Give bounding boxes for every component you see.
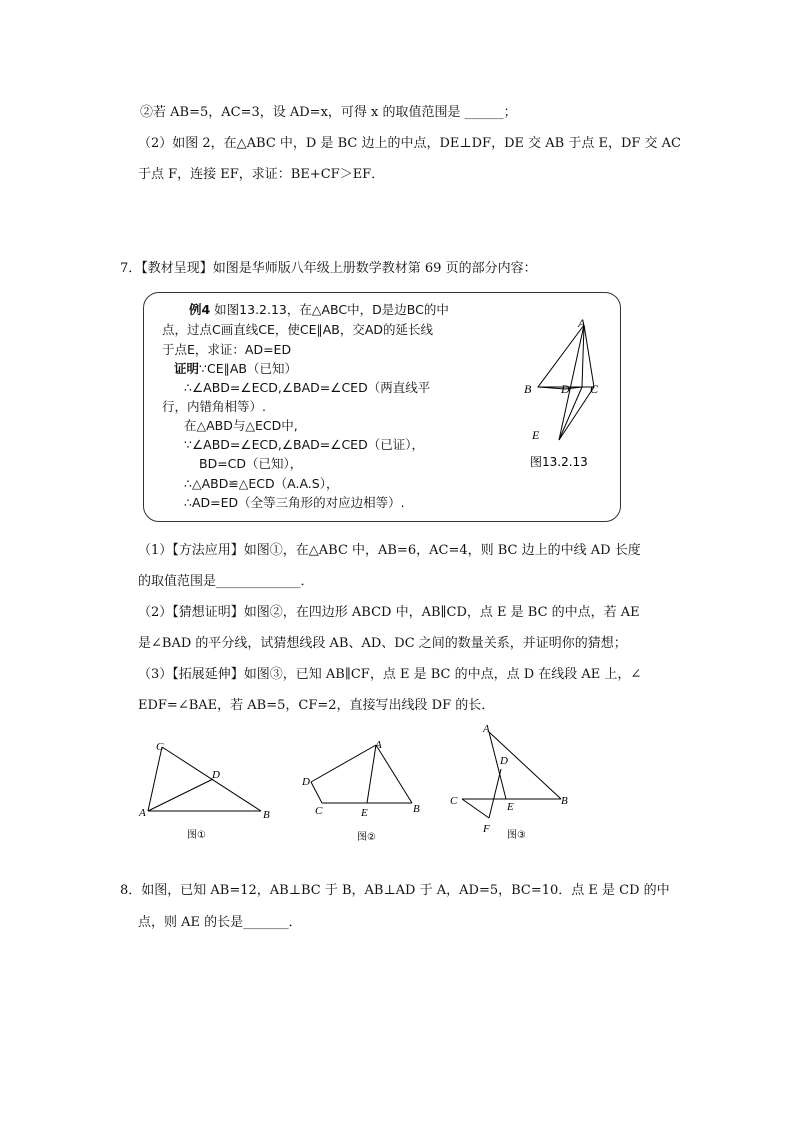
box-line-6: 行，内错角相等）. — [162, 399, 266, 414]
box-line-1 — [189, 301, 449, 318]
p7-q3-line-2: EDF=∠BAE，若 AB=5，CF=2，直接写出线段 DF 的长． — [138, 698, 495, 713]
box-line-3: 于点E，求证：AD=ED — [162, 342, 292, 357]
fig3-label-B: B — [561, 795, 568, 807]
box-line-2: 点，过点C画直线CE，使CE∥AB，交AD的延长线 — [162, 322, 434, 337]
box-line-8: ∵∠ABD=∠ECD,∠BAD=∠CED（已证）， — [184, 437, 424, 452]
box-line-4-text: ∵CE∥AB（已知） — [199, 361, 297, 376]
p7-q3-line-1: （3）【拓展延伸】如图③，已知 AB∥CF，点 E 是 BC 的中点，点 D 在线段 AE 上，∠ — [138, 667, 642, 682]
box-line-7: 在△ABD与△ECD中, — [184, 418, 298, 433]
example-label: 例4 — [189, 302, 211, 317]
fig-caption: 图13.2.13 — [530, 455, 588, 469]
box-line-1-text: 如图13.2.13，在△ABC中，D是边BC的中 — [210, 302, 449, 317]
p6-line-1: ②若 AB=5，AC=3，设 AD=x，可得 x 的取值范围是 ______； — [140, 105, 517, 120]
fig-label-C: C — [590, 382, 599, 396]
fig3-label-C: C — [450, 795, 458, 807]
fig3-label-E: E — [507, 801, 514, 813]
fig2-label-D: D — [302, 776, 310, 788]
fig-label-B: B — [524, 382, 532, 396]
figure-2 — [295, 730, 435, 850]
p7-intro: 7．【教材呈现】如图是华师版八年级上册数学教材第 69 页的部分内容： — [120, 261, 537, 276]
box-line-9: BD=CD（已知）， — [199, 456, 303, 471]
fig2-caption: 图② — [357, 832, 376, 843]
p7-q1-line-1: （1）【方法应用】如图①，在△ABC 中，AB=6，AC=4，则 BC 边上的中线 AD 长度 — [138, 543, 641, 558]
proof-label: 证明 — [174, 361, 200, 376]
p8-line-2: 点，则 AE 的长是_______． — [138, 915, 302, 930]
p6-line-3: 于点 F，连接 EF，求证：BE+CF＞EF． — [138, 167, 385, 182]
box-line-10: ∴△ABD≌△ECD（A.A.S）， — [184, 476, 339, 491]
p7-q1-line-2: 的取值范围是_____________． — [138, 574, 314, 589]
box-line-4 — [174, 360, 297, 377]
fig-label-A: A — [578, 316, 586, 330]
fig1-caption: 图① — [187, 830, 206, 841]
fig2-label-A: A — [375, 739, 382, 751]
box-line-5: ∴∠ABD=∠ECD,∠BAD=∠CED（两直线平 — [184, 380, 431, 395]
figure-13-2-13 — [514, 313, 614, 503]
fig3-label-D: D — [500, 755, 508, 767]
fig3-label-A: A — [483, 723, 490, 735]
p8-line-1: 8．如图，已知 AB=12，AB⊥BC 于 B，AB⊥AD 于 A，AD=5，BC=10．点 E 是 CD 的中 — [120, 883, 670, 898]
p7-q2-line-2: 是∠BAD 的平分线，试猜想线段 AB、AD、DC 之间的数量关系，并证明你的猜想； — [138, 636, 627, 651]
p7-q2-line-1: （2）【猜想证明】如图②，在四边形 ABCD 中，AB∥CD，点 E 是 BC 的中点，若 AE — [138, 605, 640, 620]
box-line-11: ∴AD=ED（全等三角形的对应边相等）. — [184, 495, 405, 510]
fig1-label-A: A — [139, 807, 146, 819]
figure-1 — [135, 730, 285, 850]
figure-3 — [445, 718, 585, 848]
fig2-label-C: C — [315, 805, 323, 817]
fig1-label-D: D — [212, 769, 220, 781]
fig-label-E: E — [532, 428, 540, 442]
fig2-label-B: B — [413, 803, 420, 815]
fig3-caption: 图③ — [507, 830, 526, 841]
fig-label-D: D — [561, 382, 570, 396]
fig3-label-F: F — [483, 823, 490, 835]
fig1-label-C: C — [156, 741, 164, 753]
textbook-example-box — [143, 292, 621, 522]
fig2-label-E: E — [361, 807, 368, 819]
fig1-label-B: B — [263, 809, 270, 821]
p6-line-2: （2）如图 2，在△ABC 中，D 是 BC 边上的中点，DE⊥DF，DE 交 AB 于点 E，DF 交 AC — [138, 136, 681, 151]
